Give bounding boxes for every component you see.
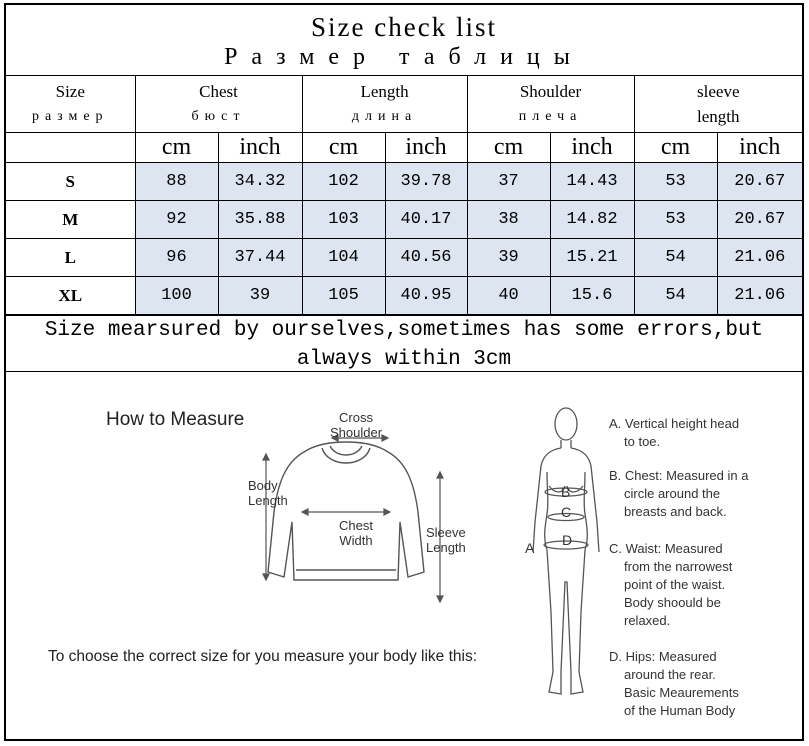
note-b-1: B. Chest: Measured in a xyxy=(609,468,749,483)
value-cell: 100 xyxy=(135,277,218,315)
sleeve-length-label-1: Sleeve xyxy=(426,525,466,540)
cross-shoulder-label-1: Cross xyxy=(339,410,373,425)
value-cell: 104 xyxy=(302,239,385,277)
header-sleeve xyxy=(634,75,802,133)
note-d-2: around the rear. xyxy=(624,667,716,682)
value-cell: 15.21 xyxy=(550,239,634,277)
note-b-3: breasts and back. xyxy=(624,504,727,519)
value-cell: 105 xyxy=(302,277,385,315)
marker-b: B xyxy=(561,484,571,500)
choose-size-text: To choose the correct size for you measure your body like this: xyxy=(48,648,478,665)
arrowhead xyxy=(263,454,269,460)
value-cell: 103 xyxy=(302,201,385,239)
shirt-collar xyxy=(330,446,362,455)
table-row xyxy=(6,239,802,277)
arrowhead xyxy=(384,509,390,515)
value-cell: 92 xyxy=(135,201,218,239)
measure-guide xyxy=(6,372,802,739)
value-cell: 14.43 xyxy=(550,163,634,201)
note-c-2: from the narrowest xyxy=(624,559,733,574)
body-length-label-1: Body xyxy=(248,478,278,493)
value-cell: 37.44 xyxy=(218,239,302,277)
note-d-1: D. Hips: Measured xyxy=(609,649,717,664)
note-d xyxy=(609,648,739,720)
chest-width-label xyxy=(339,518,373,548)
value-cell: 20.67 xyxy=(717,163,802,201)
body-length-label xyxy=(248,478,288,508)
units-row xyxy=(6,133,802,163)
header-chest-en: Chest xyxy=(199,81,238,101)
arrowhead xyxy=(302,509,308,515)
marker-a: A xyxy=(525,540,535,556)
table-header-row xyxy=(6,75,802,133)
size-label: XL xyxy=(6,277,135,315)
header-shoulder-ru: плеча xyxy=(518,108,583,124)
note-b-2: circle around the xyxy=(624,486,721,501)
size-label: S xyxy=(6,163,135,201)
value-cell: 88 xyxy=(135,163,218,201)
value-cell: 39 xyxy=(218,277,302,315)
sleeve-length-label xyxy=(426,525,466,555)
unit-cell: inch xyxy=(385,133,467,163)
measurement-note xyxy=(6,315,802,372)
size-label: M xyxy=(6,201,135,239)
unit-cell: cm xyxy=(467,133,550,163)
cross-shoulder-label-2: Shoulder xyxy=(330,425,383,440)
units-blank xyxy=(6,133,135,163)
chest-width-label-1: Chest xyxy=(339,518,373,533)
header-size-ru: размер xyxy=(31,108,109,124)
value-cell: 21.06 xyxy=(717,277,802,315)
figure-neck xyxy=(561,440,571,448)
marker-d: D xyxy=(562,532,573,548)
value-cell: 40 xyxy=(467,277,550,315)
value-cell: 102 xyxy=(302,163,385,201)
unit-cell: cm xyxy=(135,133,218,163)
unit-cell: cm xyxy=(634,133,717,163)
arrowhead xyxy=(437,596,443,602)
marker-c: C xyxy=(561,504,572,520)
note-c xyxy=(609,540,732,630)
table-row xyxy=(6,201,802,239)
header-chest xyxy=(135,75,302,133)
size-chart xyxy=(4,3,804,741)
value-cell: 14.82 xyxy=(550,201,634,239)
value-cell: 37 xyxy=(467,163,550,201)
value-cell: 40.56 xyxy=(385,239,467,277)
how-to-measure-heading: How to Measure xyxy=(106,409,245,430)
body-length-label-2: Length xyxy=(248,493,288,508)
note-line-1: Size mearsured by ourselves,sometimes has some errors,but xyxy=(44,319,764,342)
value-cell: 15.6 xyxy=(550,277,634,315)
value-cell: 21.06 xyxy=(717,239,802,277)
note-d-4: of the Human Body xyxy=(624,703,736,718)
value-cell: 35.88 xyxy=(218,201,302,239)
figure-head xyxy=(555,408,577,440)
arrowhead xyxy=(382,435,388,441)
chest-width-label-2: Width xyxy=(339,533,373,548)
note-b xyxy=(609,467,748,521)
note-c-5: relaxed. xyxy=(624,613,671,628)
value-cell: 54 xyxy=(634,277,717,315)
note-line-2: always within 3cm xyxy=(296,348,512,371)
value-cell: 96 xyxy=(135,239,218,277)
note-a xyxy=(609,415,739,451)
note-c-4: Body shoould be xyxy=(624,595,721,610)
value-cell: 39.78 xyxy=(385,163,467,201)
value-cell: 39 xyxy=(467,239,550,277)
size-label: L xyxy=(6,239,135,277)
unit-cell: inch xyxy=(218,133,302,163)
title-english: Size check list xyxy=(311,12,497,42)
header-size xyxy=(6,75,135,133)
value-cell: 38 xyxy=(467,201,550,239)
header-length xyxy=(302,75,467,133)
table-row xyxy=(6,277,802,315)
value-cell: 20.67 xyxy=(717,201,802,239)
header-sleeve-en: sleeve xyxy=(697,81,740,101)
value-cell: 34.32 xyxy=(218,163,302,201)
title-block xyxy=(6,5,802,76)
value-cell: 40.95 xyxy=(385,277,467,315)
header-sleeve-ru: length xyxy=(697,106,740,126)
sleeve-length-label-2: Length xyxy=(426,540,466,555)
unit-cell: cm xyxy=(302,133,385,163)
header-shoulder xyxy=(467,75,634,133)
title-russian: Размер таблицы xyxy=(224,44,584,70)
arrowhead xyxy=(263,574,269,580)
note-d-3: Basic Meaurements xyxy=(624,685,739,700)
value-cell: 53 xyxy=(634,163,717,201)
unit-cell: inch xyxy=(550,133,634,163)
note-a-2: to toe. xyxy=(624,434,661,449)
unit-cell: inch xyxy=(717,133,802,163)
note-c-1: C. Waist: Measured xyxy=(609,541,723,556)
note-c-3: point of the waist. xyxy=(624,577,726,592)
note-a-1: A. Vertical height head xyxy=(609,416,740,431)
header-chest-ru: бюст xyxy=(191,108,246,124)
cross-shoulder-label xyxy=(330,410,382,440)
header-size-en: Size xyxy=(55,81,85,101)
body-figure xyxy=(521,402,611,710)
arrowhead xyxy=(437,472,443,478)
value-cell: 54 xyxy=(634,239,717,277)
header-length-en: Length xyxy=(360,81,409,101)
header-length-ru: длина xyxy=(351,108,418,124)
table-row xyxy=(6,163,802,201)
size-table xyxy=(6,75,802,315)
value-cell: 53 xyxy=(634,201,717,239)
value-cell: 40.17 xyxy=(385,201,467,239)
header-shoulder-en: Shoulder xyxy=(519,81,582,101)
